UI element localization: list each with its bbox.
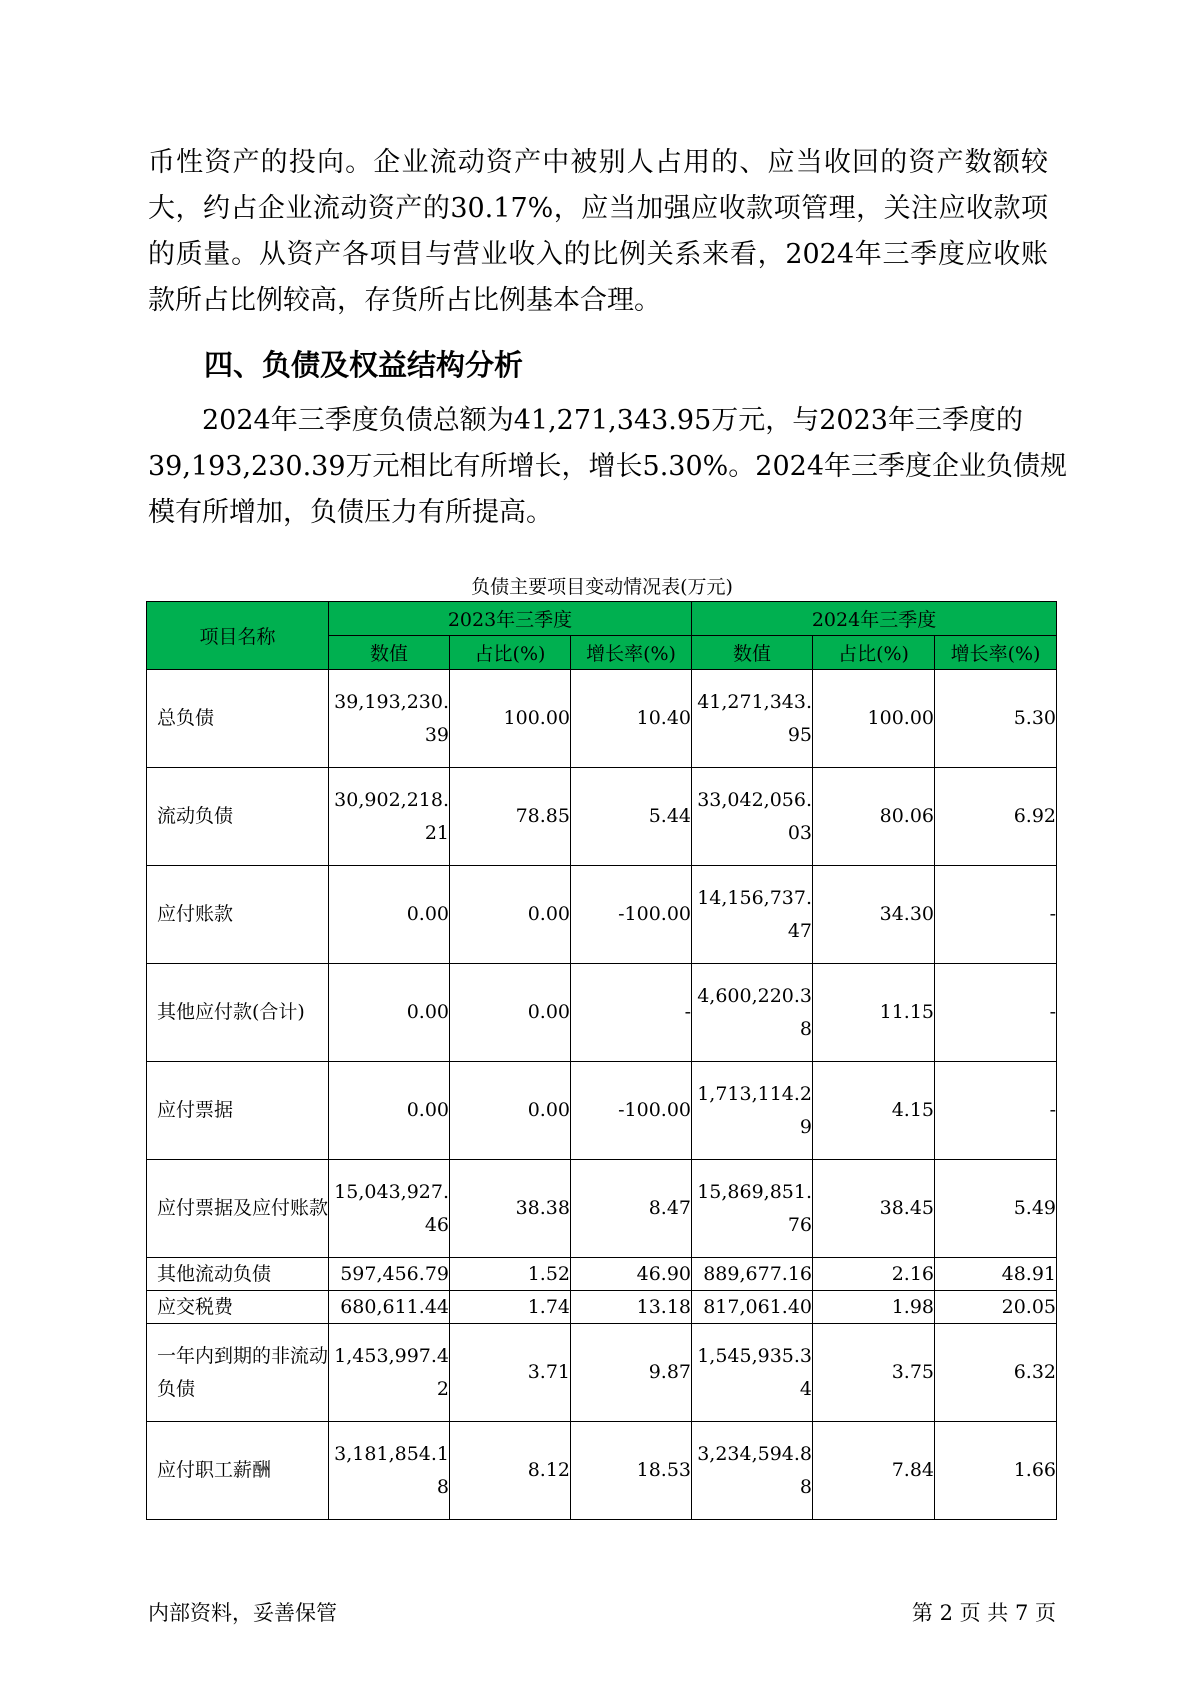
- cell-growth-2024: -: [935, 964, 1057, 1062]
- table-row: [147, 964, 1057, 1062]
- row-name: 应付票据: [147, 1062, 329, 1160]
- table-row: [147, 866, 1057, 964]
- row-name: 应交税费: [147, 1291, 329, 1324]
- cell-value-2023: 0.00: [329, 866, 450, 964]
- row-name: 应付职工薪酬: [147, 1422, 329, 1520]
- cell-share-2023: 1.74: [450, 1291, 571, 1324]
- cell-growth-2023: -100.00: [571, 866, 692, 964]
- header-value: 数值: [692, 636, 813, 670]
- cell-value-2024: 14,156,737.47: [692, 866, 813, 964]
- header-share: 占比(%): [813, 636, 935, 670]
- paragraph-line: 币性资产的投向。企业流动资产中被别人占用的、应当收回的资产数额较: [148, 147, 1048, 178]
- row-name: 应付票据及应付账款: [147, 1160, 329, 1258]
- paragraph-line: 大，约占企业流动资产的30.17%，应当加强应收款项管理，关注应收款项: [148, 193, 1048, 224]
- cell-share-2023: 8.12: [450, 1422, 571, 1520]
- liabilities-table: [146, 601, 1057, 1520]
- paragraph-line: 款所占比例较高，存货所占比例基本合理。: [148, 285, 661, 316]
- paragraph-line: 的质量。从资产各项目与营业收入的比例关系来看，2024年三季度应收账: [148, 239, 1048, 270]
- cell-value-2023: 15,043,927.46: [329, 1160, 450, 1258]
- cell-growth-2024: 48.91: [935, 1258, 1057, 1291]
- header-growth: 增长率(%): [935, 636, 1057, 670]
- row-name: 其他应付款(合计): [147, 964, 329, 1062]
- cell-value-2023: 3,181,854.18: [329, 1422, 450, 1520]
- table-row: [147, 1422, 1057, 1520]
- cell-growth-2024: 1.66: [935, 1422, 1057, 1520]
- cell-growth-2024: 20.05: [935, 1291, 1057, 1324]
- cell-value-2024: 817,061.40: [692, 1291, 813, 1324]
- table-row: [147, 1324, 1057, 1422]
- cell-value-2024: 4,600,220.38: [692, 964, 813, 1062]
- cell-growth-2024: -: [935, 866, 1057, 964]
- cell-growth-2023: -100.00: [571, 1062, 692, 1160]
- header-period-2023: 2023年三季度: [329, 602, 692, 636]
- cell-share-2024: 3.75: [813, 1324, 935, 1422]
- header-value: 数值: [329, 636, 450, 670]
- cell-growth-2023: 5.44: [571, 768, 692, 866]
- cell-share-2024: 38.45: [813, 1160, 935, 1258]
- header-period-2024: 2024年三季度: [692, 602, 1057, 636]
- cell-share-2024: 11.15: [813, 964, 935, 1062]
- cell-value-2024: 1,545,935.34: [692, 1324, 813, 1422]
- cell-share-2023: 0.00: [450, 964, 571, 1062]
- cell-growth-2024: 6.32: [935, 1324, 1057, 1422]
- header-share: 占比(%): [450, 636, 571, 670]
- cell-value-2023: 680,611.44: [329, 1291, 450, 1324]
- footer-confidential-note: 内部资料，妥善保管: [148, 1601, 337, 1625]
- cell-value-2023: 39,193,230.39: [329, 670, 450, 768]
- cell-growth-2023: 46.90: [571, 1258, 692, 1291]
- cell-share-2024: 100.00: [813, 670, 935, 768]
- paragraph-line: 模有所增加，负债压力有所提高。: [148, 497, 553, 528]
- cell-share-2024: 7.84: [813, 1422, 935, 1520]
- cell-value-2023: 1,453,997.42: [329, 1324, 450, 1422]
- cell-value-2024: 33,042,056.03: [692, 768, 813, 866]
- cell-value-2024: 1,713,114.29: [692, 1062, 813, 1160]
- cell-growth-2023: 10.40: [571, 670, 692, 768]
- cell-growth-2024: 5.49: [935, 1160, 1057, 1258]
- cell-growth-2023: 9.87: [571, 1324, 692, 1422]
- cell-growth-2023: 18.53: [571, 1422, 692, 1520]
- cell-share-2023: 1.52: [450, 1258, 571, 1291]
- cell-share-2024: 1.98: [813, 1291, 935, 1324]
- row-name: 总负债: [147, 670, 329, 768]
- cell-value-2024: 3,234,594.88: [692, 1422, 813, 1520]
- cell-value-2024: 41,271,343.95: [692, 670, 813, 768]
- section-heading: 四、负债及权益结构分析: [204, 348, 524, 382]
- cell-share-2023: 100.00: [450, 670, 571, 768]
- cell-share-2023: 38.38: [450, 1160, 571, 1258]
- cell-share-2024: 2.16: [813, 1258, 935, 1291]
- header-item-name: 项目名称: [147, 602, 329, 670]
- cell-growth-2024: 5.30: [935, 670, 1057, 768]
- paragraph-line: 2024年三季度负债总额为41,271,343.95万元，与2023年三季度的: [202, 405, 1023, 436]
- table-row: [147, 768, 1057, 866]
- cell-value-2024: 889,677.16: [692, 1258, 813, 1291]
- paragraph-liabilities: [148, 398, 1068, 536]
- footer-page-number: 第 2 页 共 7 页: [911, 1601, 1056, 1625]
- cell-value-2023: 597,456.79: [329, 1258, 450, 1291]
- row-name: 应付账款: [147, 866, 329, 964]
- cell-growth-2023: 8.47: [571, 1160, 692, 1258]
- table-caption: 负债主要项目变动情况表(万元): [471, 576, 733, 598]
- paragraph-assets: [148, 140, 1048, 324]
- cell-share-2023: 3.71: [450, 1324, 571, 1422]
- cell-share-2024: 80.06: [813, 768, 935, 866]
- table-row: [147, 1062, 1057, 1160]
- cell-value-2024: 15,869,851.76: [692, 1160, 813, 1258]
- table-row: [147, 1160, 1057, 1258]
- cell-share-2023: 0.00: [450, 866, 571, 964]
- cell-share-2024: 4.15: [813, 1062, 935, 1160]
- cell-growth-2024: 6.92: [935, 768, 1057, 866]
- cell-value-2023: 0.00: [329, 964, 450, 1062]
- row-name: 其他流动负债: [147, 1258, 329, 1291]
- table-row: [147, 1258, 1057, 1291]
- table-row: [147, 1291, 1057, 1324]
- cell-value-2023: 30,902,218.21: [329, 768, 450, 866]
- cell-growth-2023: -: [571, 964, 692, 1062]
- cell-value-2023: 0.00: [329, 1062, 450, 1160]
- table-row: [147, 670, 1057, 768]
- cell-share-2024: 34.30: [813, 866, 935, 964]
- cell-growth-2023: 13.18: [571, 1291, 692, 1324]
- paragraph-line: 39,193,230.39万元相比有所增长，增长5.30%。2024年三季度企业负债规: [148, 451, 1068, 482]
- header-growth: 增长率(%): [571, 636, 692, 670]
- cell-share-2023: 78.85: [450, 768, 571, 866]
- cell-share-2023: 0.00: [450, 1062, 571, 1160]
- row-name: 流动负债: [147, 768, 329, 866]
- cell-growth-2024: -: [935, 1062, 1057, 1160]
- row-name: 一年内到期的非流动负债: [147, 1324, 329, 1422]
